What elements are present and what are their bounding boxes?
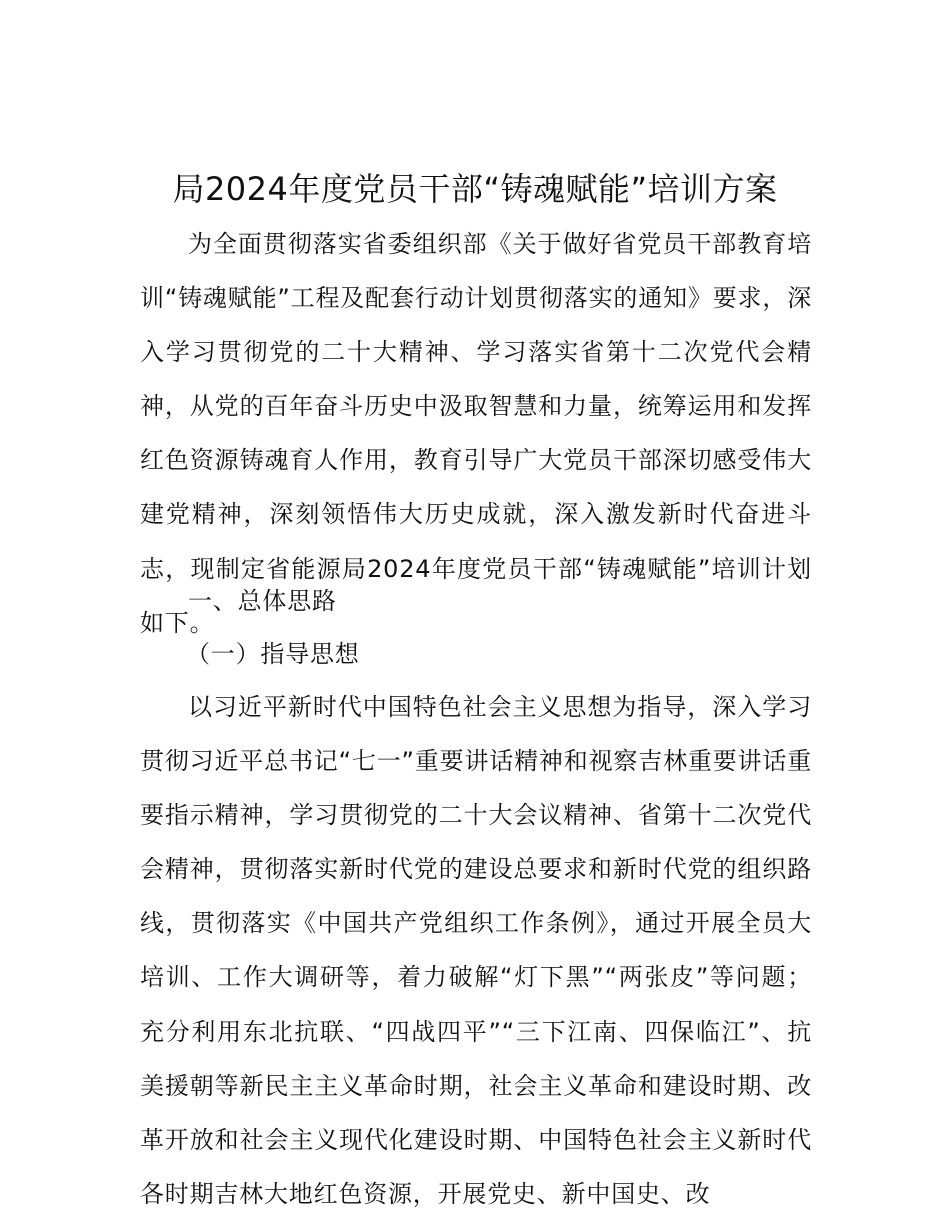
subsection-heading: （一）指导思想 bbox=[186, 640, 360, 668]
document-title: 局2024年度党员干部“铸魂赋能”培训方案 bbox=[172, 170, 778, 208]
guiding-thought-paragraph: 以习近平新时代中国特色社会主义思想为指导，深入学习贯彻习近平总书记“七一”重要讲话精神和视察吉林重要讲话重要指示精神，学习贯彻党的二十大会议精神、省第十二次党代会精神，贯彻落实新时代党的建设总要求和新时代党的组织路线，贯彻落实《中国共产党组织工作条例》，通过开展全员大培训、工作大调研等，着力破解“灯下黑”“两张皮”等问题；充分利用东北抗联、“四战四平”“三下江南、四保临江”、抗美援朝等新民主主义革命时期，社会主义革命和建设时期、改革开放和社会主义现代化建设时期、中国特色社会主义新时代各时期吉林大地红色资源，开展党史、新中国史、改 bbox=[140, 693, 812, 1208]
intro-paragraph: 为全面贯彻落实省委组织部《关于做好省党员干部教育培训“铸魂赋能”工程及配套行动计划贯彻落实的通知》要求，深入学习贯彻党的二十大精神、学习落实省第十二次党代会精神，从党的百年奋斗历史中汲取智慧和力量，统筹运用和发挥红色资源铸魂育人作用，教育引导广大党员干部深切感受伟大建党精神，深刻领悟伟大历史成就，深入激发新时代奋进斗志，现制定省能源局2024年度党员干部“铸魂赋能”培训计划如下。 bbox=[140, 230, 812, 637]
section-heading: 一、总体思路 bbox=[188, 587, 337, 615]
